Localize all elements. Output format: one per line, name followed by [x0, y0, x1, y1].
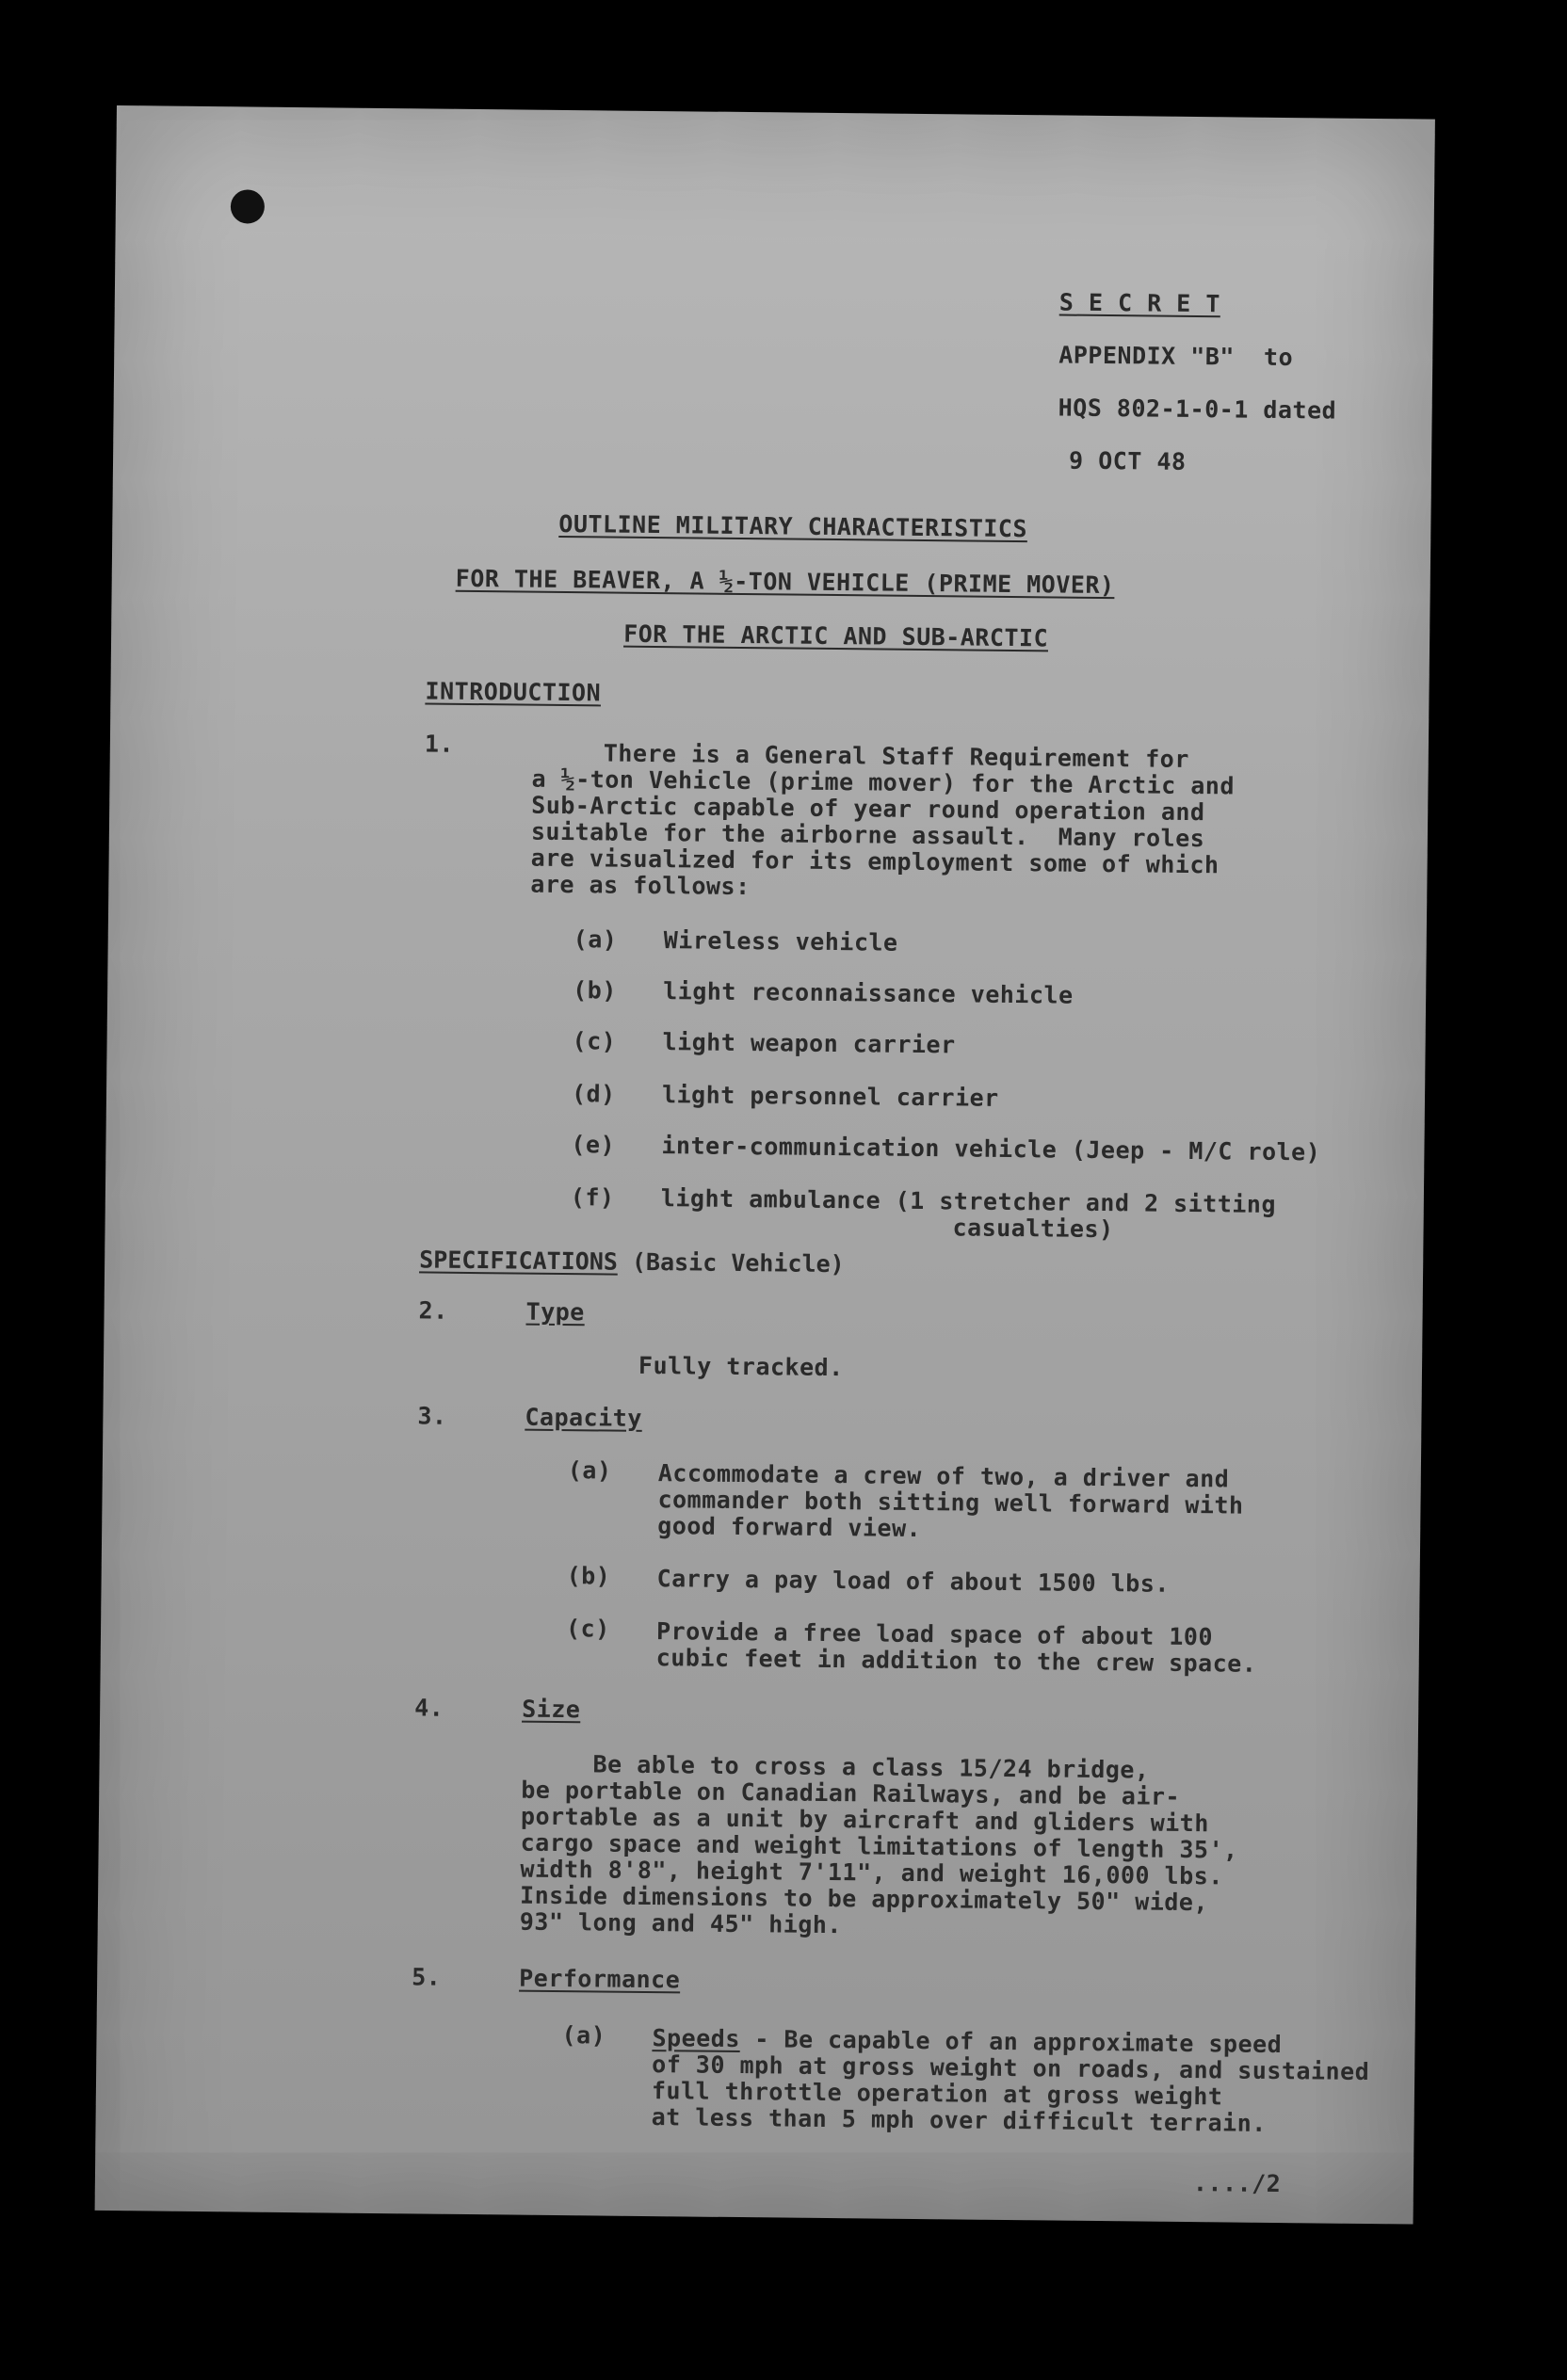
capacity-line: Accommodate a crew of two, a driver and [657, 1459, 1230, 1493]
performance-heading: Performance [519, 1964, 681, 1994]
size-line: cargo space and weight limitations of length 35', [520, 1828, 1238, 1864]
specifications-title: SPECIFICATIONS [419, 1246, 619, 1276]
paragraph-number-2: 2. [418, 1296, 448, 1325]
title-line-3: FOR THE ARCTIC AND SUB-ARCTIC [623, 619, 1049, 652]
capacity-line: Provide a free load space of about 100 [655, 1617, 1214, 1651]
intro-line: a ½-ton Vehicle (prime mover) for the Arctic and [531, 764, 1236, 800]
introduction-heading: INTRODUCTION [425, 677, 602, 707]
intro-line: There is a General Staff Requirement for [603, 739, 1190, 773]
performance-line: at less than 5 mph over difficult terrain. [651, 2103, 1267, 2137]
list-letter: (e) [571, 1131, 616, 1159]
size-line: width 8'8", height 7'11", and weight 16,000 lbs. [520, 1855, 1223, 1890]
size-line: 93" long and 45" high. [519, 1907, 843, 1939]
intro-line: are visualized for its employment some of which [530, 844, 1220, 879]
list-letter: (a) [567, 1456, 612, 1485]
performance-line: full throttle operation at gross weight [651, 2077, 1223, 2111]
paragraph-number-4: 4. [414, 1694, 444, 1722]
specifications-subtitle: (Basic Vehicle) [617, 1247, 845, 1278]
paragraph-number-3: 3. [417, 1402, 447, 1430]
size-heading: Size [522, 1695, 581, 1724]
type-text: Fully tracked. [638, 1351, 844, 1382]
size-line: be portable on Canadian Railways, and be air- [521, 1776, 1181, 1810]
performance-line: of 30 mph at gross weight on roads, and sustained [652, 2050, 1370, 2086]
paragraph-number-1: 1. [424, 730, 455, 758]
list-letter: (c) [572, 1027, 617, 1055]
list-letter: (f) [570, 1183, 615, 1212]
document-date: 9 OCT 48 [1068, 446, 1187, 475]
specifications-heading [419, 1246, 845, 1278]
list-item-continuation: casualties) [952, 1214, 1114, 1244]
capacity-line: cubic feet in addition to the crew space. [655, 1644, 1257, 1678]
intro-line: are as follows: [530, 870, 751, 901]
list-letter: (c) [565, 1615, 610, 1643]
list-letter: (b) [573, 976, 617, 1005]
list-item: light reconnaissance vehicle [663, 977, 1074, 1009]
intro-line: suitable for the airborne assault. Many roles [530, 817, 1205, 853]
intro-line: Sub-Arctic capable of year round operation and [531, 791, 1205, 827]
list-item: light personnel carrier [661, 1081, 999, 1112]
title-line-1: OUTLINE MILITARY CHARACTERISTICS [558, 509, 1028, 543]
appendix-reference: APPENDIX "B" to [1058, 341, 1294, 372]
list-item: light ambulance (1 stretcher and 2 sitting [660, 1184, 1277, 1218]
list-letter: (a) [561, 2021, 606, 2050]
file-reference: HQS 802-1-0-1 dated [1058, 394, 1337, 425]
type-heading: Type [525, 1297, 585, 1327]
size-line: portable as a unit by aircraft and gliders with [520, 1802, 1210, 1838]
capacity-line: commander both sitting well forward with [657, 1486, 1244, 1520]
list-letter: (a) [573, 925, 618, 954]
size-line: Be able to cross a class 15/24 bridge, [592, 1750, 1150, 1784]
capacity-heading: Capacity [525, 1403, 643, 1432]
list-item: light weapon carrier [662, 1028, 956, 1059]
page-continuation: ..../2 [1192, 2169, 1282, 2198]
capacity-line: Carry a pay load of about 1500 lbs. [656, 1565, 1171, 1598]
size-line: Inside dimensions to be approximately 50" wide, [519, 1881, 1209, 1917]
title-line-2: FOR THE BEAVER, A ½-TON VEHICLE (PRIME MOVER) [455, 564, 1115, 600]
punch-hole [231, 189, 265, 223]
list-item: Wireless vehicle [663, 926, 898, 957]
list-letter: (d) [571, 1080, 616, 1108]
paragraph-number-5: 5. [412, 1963, 442, 1991]
capacity-line: good forward view. [657, 1512, 922, 1543]
document-page [95, 105, 1435, 2225]
performance-line: - Be capable of an approximate speed [739, 2025, 1283, 2059]
speeds-label: Speeds [652, 2024, 740, 2053]
list-letter: (b) [566, 1562, 611, 1590]
list-item: inter-communication vehicle (Jeep - M/C role) [661, 1132, 1321, 1166]
classification-marking: S E C R E T [1058, 288, 1221, 318]
